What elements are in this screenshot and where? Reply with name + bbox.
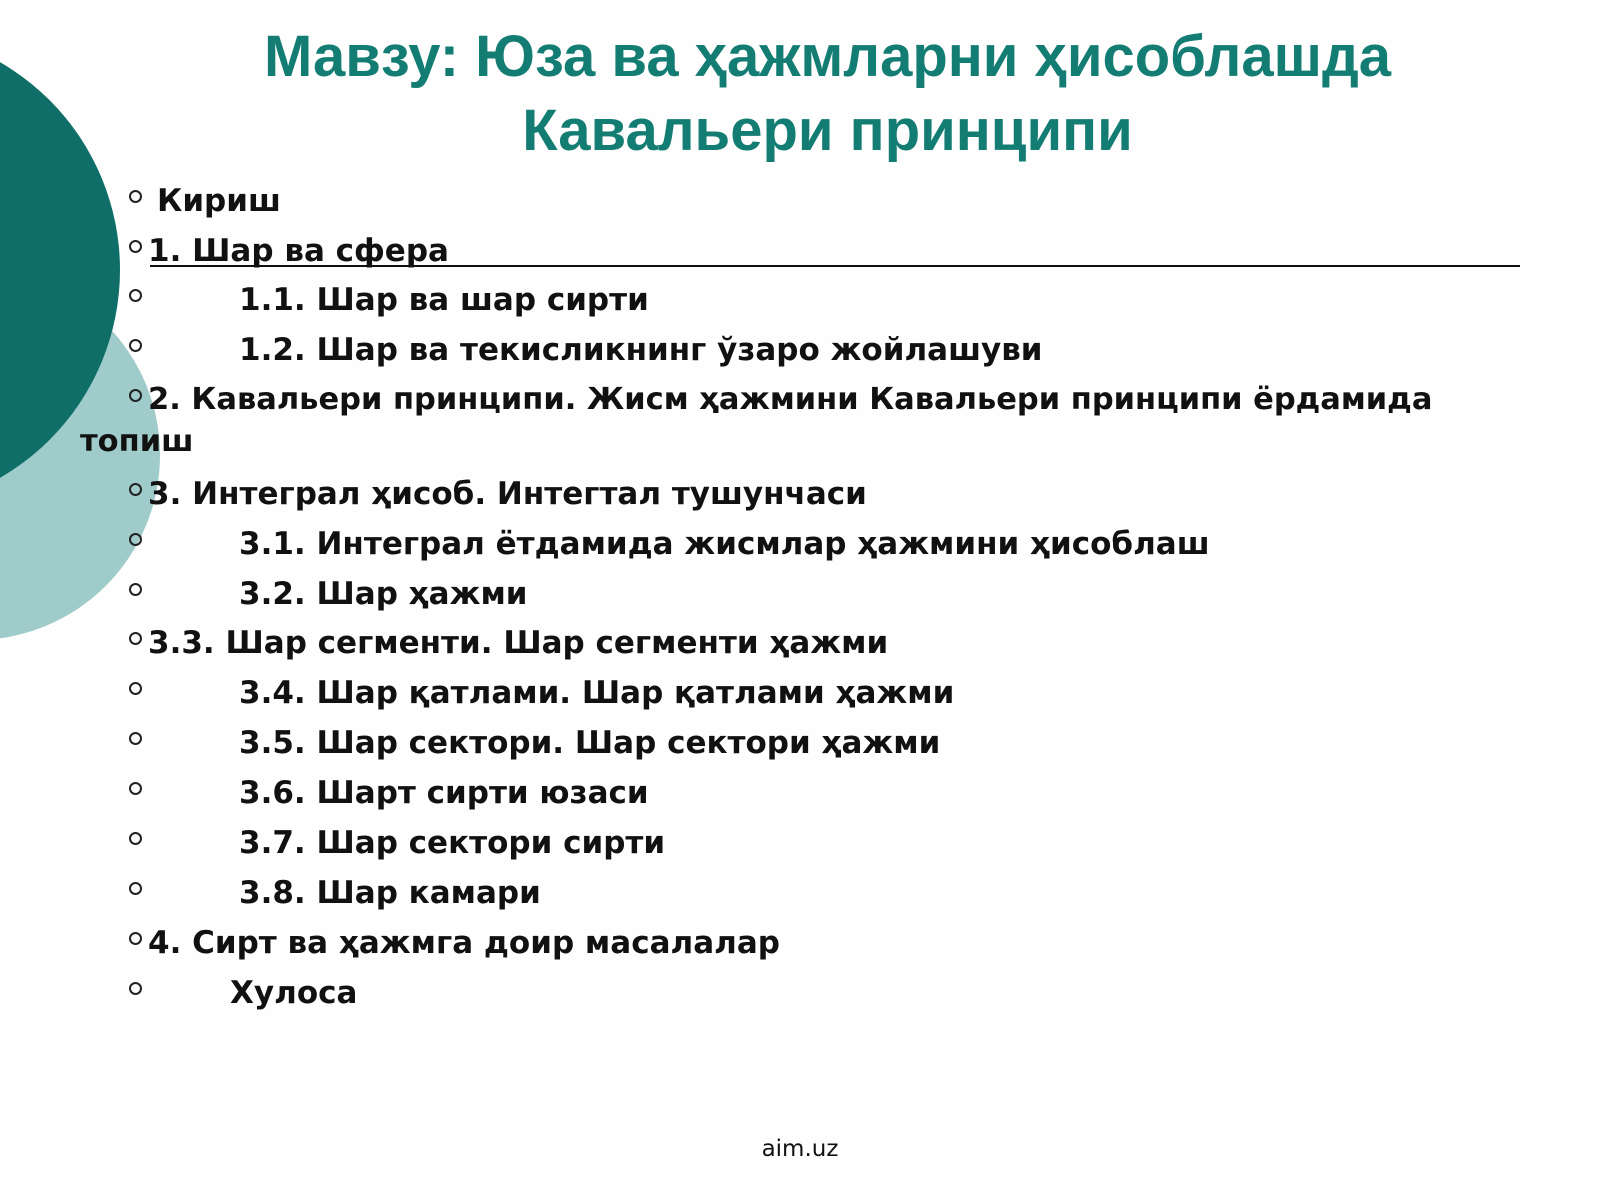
list-item-label: 3.7. Шар сектори сирти	[239, 825, 666, 861]
circle-bullet-icon	[129, 240, 142, 253]
slide-title-line-1: Мавзу: Юза ва ҳажмларни ҳисоблашда	[263, 24, 1392, 89]
list-item-label: 3.2. Шар ҳажми	[239, 576, 528, 612]
list-item-label: 1. Шар ва сфера	[148, 233, 449, 269]
circle-bullet-icon	[129, 982, 142, 995]
list-item-label: 3.1. Интеграл ётдамида жисмлар ҳажмини ҳисоблаш	[239, 526, 1210, 562]
circle-bullet-icon	[129, 583, 142, 596]
list-item-label: 3.8. Шар камари	[239, 875, 541, 911]
list-item-label: 3.5. Шар сектори. Шар сектори ҳажми	[239, 725, 941, 761]
list-item-label: Хулоса	[230, 975, 358, 1011]
circle-bullet-icon	[129, 782, 142, 795]
list-item-label: 3. Интеграл ҳисоб. Интегтал тушунчаси	[148, 476, 867, 512]
circle-bullet-icon	[129, 882, 142, 895]
list-item-label: 3.3. Шар сегменти. Шар сегменти ҳажми	[148, 625, 889, 661]
list-item-label: 2. Кавальери принципи. Жисм ҳажмини Кавальери принципи ёрдамида топиш	[80, 382, 1433, 459]
circle-bullet-icon	[129, 632, 142, 645]
circle-bullet-icon	[129, 832, 142, 845]
slide-title	[120, 20, 1535, 168]
slide-title-line-2: Кавальери принципи	[522, 98, 1133, 163]
list-item-label: 1.2. Шар ва текисликнинг ўзаро жойлашуви	[239, 332, 1043, 368]
circle-bullet-icon	[129, 732, 142, 745]
circle-bullet-icon	[129, 533, 142, 546]
list-item-label: 3.4. Шар қатлами. Шар қатлами ҳажми	[239, 675, 955, 711]
circle-bullet-icon	[129, 190, 142, 203]
circle-bullet-icon	[129, 932, 142, 945]
circle-bullet-icon	[129, 339, 142, 352]
circle-bullet-icon	[129, 483, 142, 496]
list-item-label: 3.6. Шарт сирти юзаси	[239, 775, 649, 811]
list-item-label: 4. Сирт ва ҳажмга доир масалалар	[148, 925, 780, 961]
circle-bullet-icon	[129, 289, 142, 302]
footer-source: aim.uz	[761, 1136, 839, 1162]
list-item-label: 1.1. Шар ва шар сирти	[239, 282, 649, 318]
circle-bullet-icon	[129, 682, 142, 695]
list-item-label: Кириш	[157, 183, 281, 219]
